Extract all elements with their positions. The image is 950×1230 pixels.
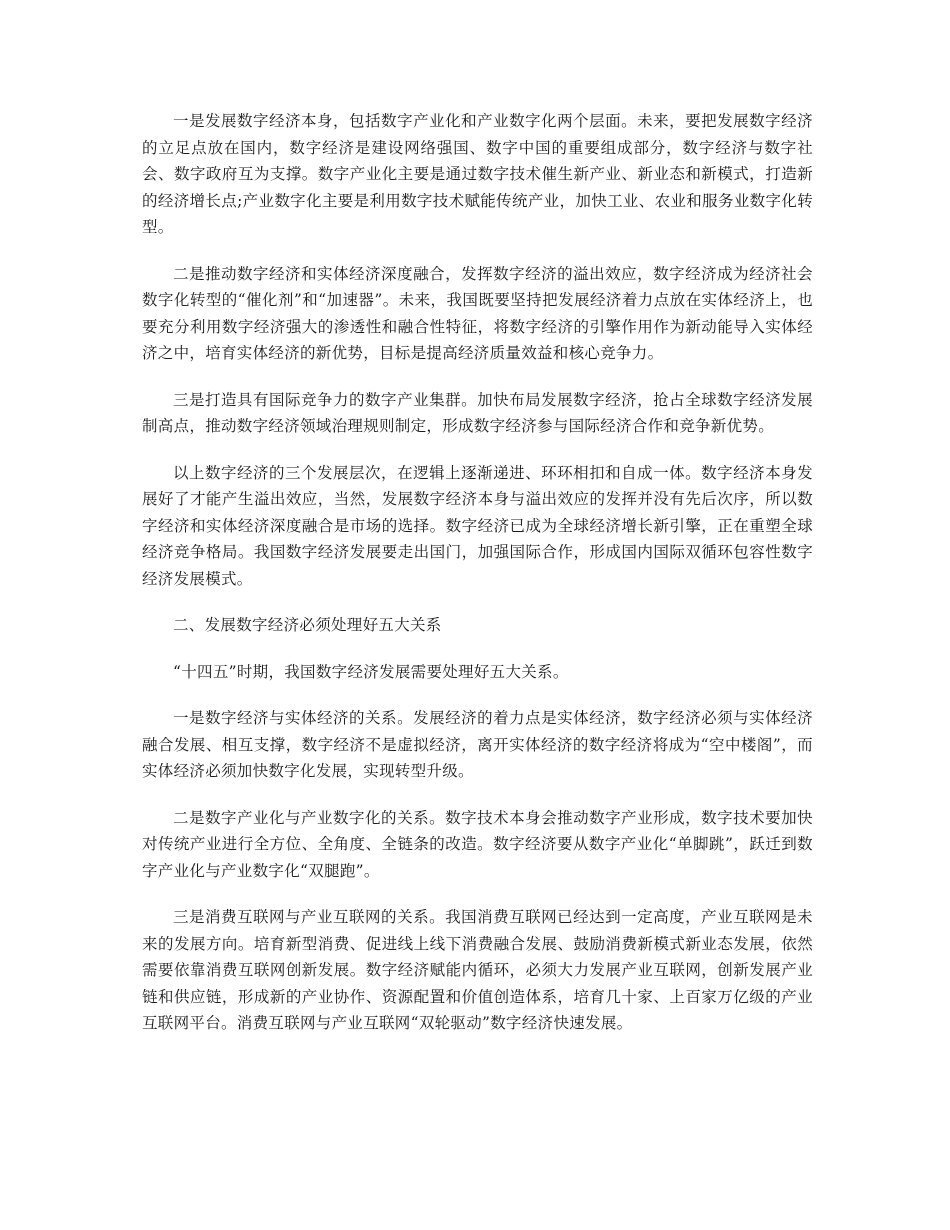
section-heading-five-relations: 二、发展数字经济必须处理好五大关系 — [173, 616, 442, 634]
paragraph-digital-vs-real-economy: 一是数字经济与实体经济的关系。发展经济的着力点是实体经济，数字经济必须与实体经济融合发展、相互支撑，数字经济不是虚拟经济，离开实体经济的数字经济将成为“空中楼阁”，而实体经济必须加快数字化发展，实现转型升级。 — [142, 709, 813, 780]
paragraph-five-relations-intro: “十四五”时期，我国数字经济发展需要处理好五大关系。 — [173, 662, 569, 681]
paragraph-industry-cluster: 三是打造具有国际竞争力的数字产业集群。加快布局发展数字经济，抢占全球数字经济发展制高点，推动数字经济领域治理规则制定，形成数字经济参与国际经济合作和竞争新优势。 — [142, 390, 813, 435]
paragraph-deep-integration: 二是推动数字经济和实体经济深度融合，发挥数字经济的溢出效应，数字经济成为经济社会数字化转型的“催化剂”和“加速器”。未来，我国既要坚持把发展经济着力点放在实体经济上，也要充分利用数字经济强大的渗透性和融合性特征，将数字经济的引擎作用作为新动能导入实体经济之中，培育实体经济的新优势，目标是提高经济质量效益和核心竞争力。 — [142, 264, 813, 362]
paragraph-development-itself: 一是发展数字经济本身，包括数字产业化和产业数字化两个层面。未来，要把发展数字经济的立足点放在国内，数字经济是建设网络强国、数字中国的重要组成部分，数字经济与数字社会、数字政府互为支撑。数字产业化主要是通过数字技术催生新产业、新业态和新模式，打造新的经济增长点;产业数字化主要是利用数字技术赋能传统产业，加快工业、农业和服务业数字化转型。 — [142, 112, 813, 236]
paragraph-industrialization-vs-digitalization: 二是数字产业化与产业数字化的关系。数字技术本身会推动数字产业形成，数字技术要加快对传统产业进行全方位、全角度、全链条的改造。数字经济要从数字产业化“单脚跳”，跃迁到数字产业化与产业数字化“双腿跑”。 — [142, 808, 813, 880]
document-body — [142, 108, 813, 1057]
paragraph-three-levels-summary: 以上数字经济的三个发展层次，在逻辑上逐渐递进、环环相扣和自成一体。数字经济本身发展好了才能产生溢出效应，当然，发展数字经济本身与溢出效应的发挥并没有先后次序，所以数字经济和实体经济深度融合是市场的选择。数字经济已成为全球经济增长新引擎，正在重塑全球经济竞争格局。我国数字经济发展要走出国门，加强国际合作，形成国内国际双循环包容性数字经济发展模式。 — [142, 463, 813, 588]
paragraph-consumer-vs-industrial-internet: 三是消费互联网与产业互联网的关系。我国消费互联网已经达到一定高度，产业互联网是未来的发展方向。培育新型消费、促进线上线下消费融合发展、鼓励消费新模式新业态发展，依然需要依靠消费互联网创新发展。数字经济赋能内循环，必须大力发展产业互联网，创新发展产业链和供应链，形成新的产业协作、资源配置和价值创造体系，培育几十家、上百家万亿级的产业互联网平台。消费互联网与产业互联网“双轮驱动”数字经济快速发展。 — [142, 908, 813, 1032]
